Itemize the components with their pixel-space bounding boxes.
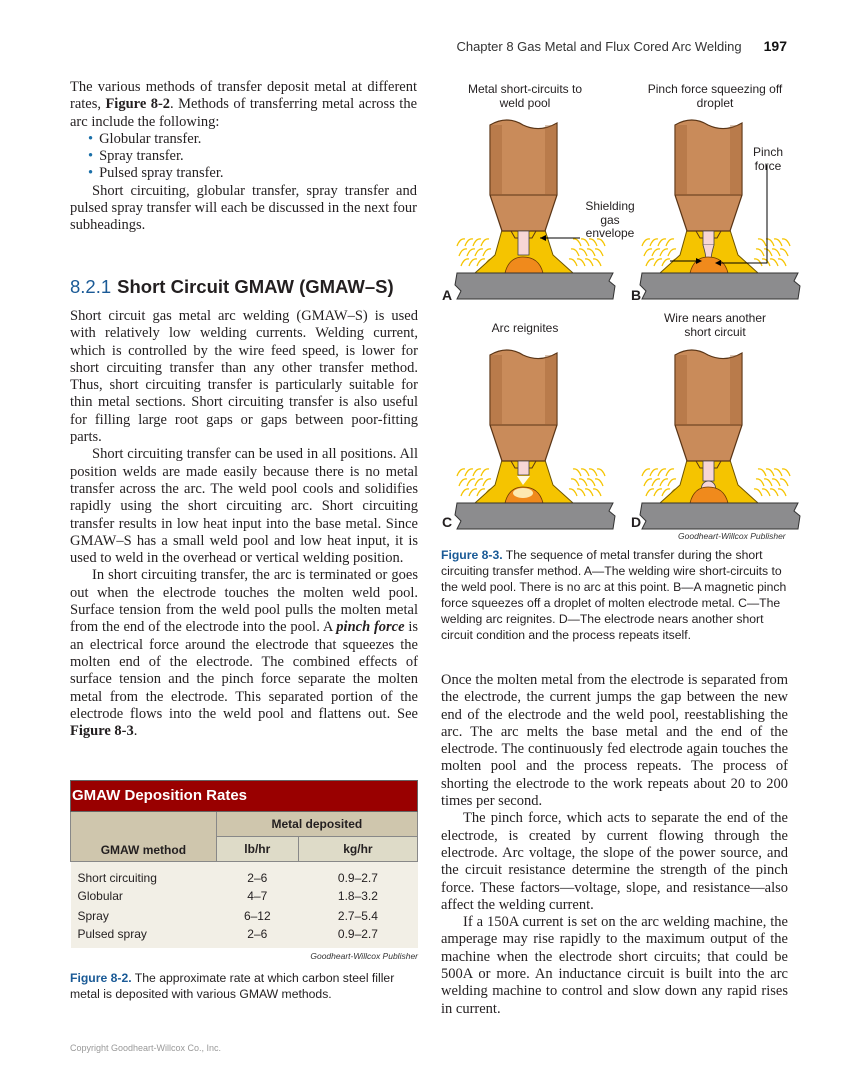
list-item: • Globular transfer. [88,131,417,148]
right-column-body [441,672,788,1018]
list-item: • Pulsed spray transfer. [88,165,417,182]
base-plate [455,503,615,529]
label-a-title: Metal short-circuits to weld pool [467,82,583,110]
label-pinch-force: Pinch force [752,145,784,173]
figure-credit: Goodheart-Willcox Publisher [678,531,786,541]
cell: Spray [71,906,217,926]
figure-ref: Figure 8-2 [105,96,171,113]
panel-letter: B [631,287,642,303]
section-number: 8.2.1 [70,276,112,297]
table-title: GMAW Deposition Rates [71,781,418,812]
text: is an electrical force around the electrode that squeezes the molten end of the electrode. The combined effects of surface tension and the pinch force separate the molten metal from the electrode. This separated portion of the electrode flows into the weld pool and flattens out. See [70,619,419,722]
panel-letter: C [442,514,453,530]
deposition-rates-table [70,780,418,948]
paragraph [70,567,418,740]
paragraph: Short circuit gas metal arc welding (GMAW–S) is used with relatively low welding currents. Welding current, which is controlled by the wire feed speed, is lower for short circuiting transfer than any other transfer method. Thus, short circuiting transfer is particularly suitable for thin metal sections. Short circuiting transfer is also useful for filling large root gaps or gaps between poor-fitting parts. [70,308,418,446]
page-number: 197 [763,38,787,54]
panel-d-illustration [630,335,805,535]
col-header-kg: kg/hr [298,837,417,862]
label-b-title: Pinch force squeezing off droplet [647,82,783,110]
panel-letter: D [631,514,642,530]
paragraph: If a 150A current is set on the arc welding machine, the amperage may rise rapidly to the maximum output of the machine when the electrode short circuits; that could be 500A or more. An inductance circuit is built into the arc welding machine to control and slow down any rapid rises in current. [441,914,788,1017]
table-credit: Goodheart-Willcox Publisher [310,950,418,961]
figure-8-3-caption [441,547,791,643]
left-column-body [70,308,418,1002]
copyright-footer: Copyright Goodheart-Willcox Co., Inc. [70,1043,222,1053]
base-plate [455,273,615,299]
caption-text: The sequence of metal transfer during the short circuiting transfer method. A—The welding wire short-circuits to the weld pool. There is no arc at this point. B—A magnetic pinch force squeezes off a droplet of molten electrode metal. C—The welding arc reignites. D—The electrode nears another short circuit condition and the process repeats itself. [441,548,787,642]
text: . [133,723,138,740]
electrode-wire [518,231,529,255]
cell: 6–12 [216,906,298,926]
section-heading [70,276,394,298]
transfer-list [70,131,417,183]
caption-text: The approximate rate at which carbon steel filler metal is deposited with various GMAW methods. [70,970,395,1001]
paragraph: The pinch force, which acts to separate the end of the electrode, is created by current flowing through the electrode. Arc voltage, the slope of the power source, and the circuit resistance determine the strength of the pinch force. These factors—voltage, slope, and resistance—also affect the welding current. [441,810,788,913]
cell: 0.9–2.7 [298,862,417,886]
text: . Methods of transferring metal across the arc include the following: [70,96,418,130]
cell: 2.7–5.4 [298,906,417,926]
cell: Pulsed spray [71,926,217,948]
paragraph: Once the molten metal from the electrode is separated from the electrode, the current jumps the gap between the new end of the electrode and the weld pool, reestablishing the arc. The arc melts the base metal and the end of the electrode. The continuously fed electrode again touches the molten pool and the process repeats. The process of shorting the electrode to the work repeats about 20 to 200 times per second. [441,672,788,810]
cell: 4–7 [216,886,298,906]
table-row [71,886,418,906]
label-c-title: Arc reignites [491,321,559,335]
list-item: • Spray transfer. [88,148,417,165]
cell: 0.9–2.7 [298,926,417,948]
base-plate [640,503,800,529]
cell: Globular [71,886,217,906]
intro-paragraph [70,79,417,131]
text: The various methods of transfer deposit metal at different rates, [70,79,417,113]
cell: 2–6 [216,862,298,886]
chapter-title: Chapter 8 Gas Metal and Flux Cored Arc Welding [456,39,742,54]
paragraph: Short circuiting transfer can be used in all positions. All position welds are made easily because there is no metal transfer across the arc. The weld pool cools and solidifies rapidly using the short circuiting arc. Short circuiting transfer results in low heat input into the base metal. Since GMAW–S has a small weld pool and low heat input, it is used to weld in the overhead or vertical welding position. [70,446,418,567]
electrode-wire [703,231,714,245]
table-row [71,926,418,948]
panel-b-illustration [630,105,805,305]
cell: Short circuiting [71,862,217,886]
cell: 1.8–3.2 [298,886,417,906]
left-column-top [70,79,417,235]
electrode-wire [518,461,529,475]
paragraph: Short circuiting, globular transfer, spray transfer and pulsed spray transfer will each be discussed in the next four subheadings. [70,182,417,234]
caption-label: Figure 8-2. [70,970,132,985]
table-row [71,906,418,926]
running-header [456,38,787,54]
panel-letter: A [442,287,453,303]
electrode-wire [703,461,714,481]
col-header-method: GMAW method [71,812,217,862]
figure-8-2-caption [70,970,418,1002]
col-header-lb: lb/hr [216,837,298,862]
table-row [71,862,418,886]
label-shielding-gas: Shielding gas envelope [585,199,635,240]
key-term: pinch force [336,619,405,636]
panel-c-illustration [445,335,620,535]
label-d-title: Wire nears another short circuit [663,311,767,339]
col-group-header: Metal deposited [216,812,417,837]
text: In short circuiting transfer, the arc is terminated or goes out when the electrode touches the molten weld pool. Surface tension from the weld pool pulls the molten metal from the end of the electrode into the pool. A [70,567,418,636]
caption-label: Figure 8-3. [441,548,503,562]
cell: 2–6 [216,926,298,948]
figure-ref: Figure 8-3 [70,723,134,740]
section-title: Short Circuit GMAW (GMAW–S) [117,276,394,297]
base-plate [640,273,800,299]
